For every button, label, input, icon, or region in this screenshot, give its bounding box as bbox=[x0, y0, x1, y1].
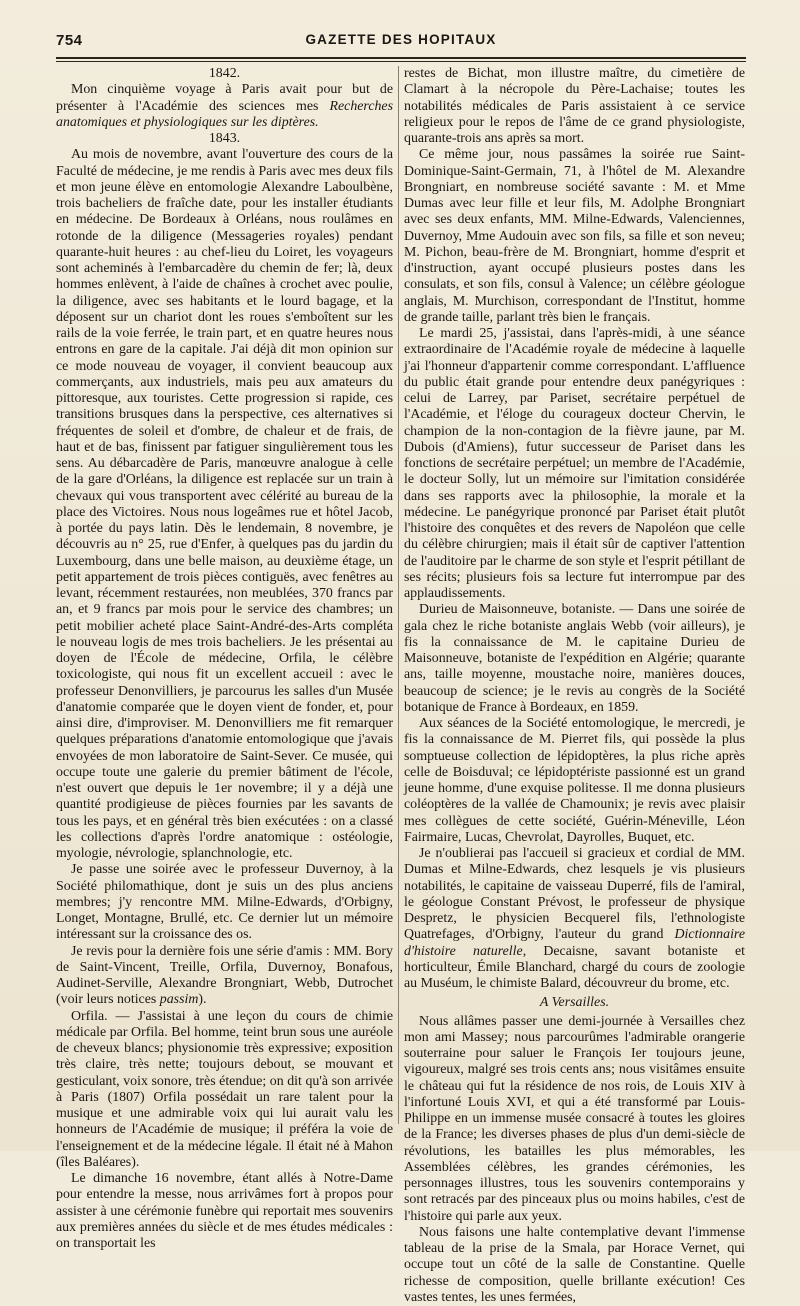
right-column bbox=[404, 66, 745, 1306]
paragraph-text: Le mardi 25, j'assistai, dans l'après-midi, à une séance extraordinaire de l'Académie royale de médecine à laquelle j'ai l'honneur d'appartenir comme correspondant. L'affluence du public était grande pour entendre deux panégyriques : celui de Larrey, par Pariset, secrétaire perpétuel de l'Académie, et l'éloge du courageux docteur Chervin, le champion de la non-contagion de la fièvre jaune, par M. Dubois (d'Amiens), futur successeur de Pariset dans les fonctions de secrétaire perpétuel; un membre de l'Académie, le docteur Solly, lut un mémoire sur l'imitation considérée dans ses rapports avec la philosophie, la morale et la médecine. Le panégyrique prononcé par Pariset était plutôt l'histoire des conquêtes et des revers de Napoléon que celle du célèbre chirurgien; mais il était sûr de captiver l'attention de l'auditoire par le charme de son style et l'esprit pétillant de ses récits; plusieurs fois sa lecture fut interrompue par des applaudissements. bbox=[404, 326, 745, 601]
header-rule bbox=[56, 57, 746, 59]
paragraph bbox=[404, 602, 745, 716]
paragraph-text: Orfila. — J'assistai à une leçon du cours de chimie médicale par Orfila. Bel homme, teint brun sous une auréole de cheveux blancs; physionomie très expressive; exposition très claire, très nette; toujours debout, se mouvant et gesticulant, voix sonore, très étendue; on dit qu'à son arrivée à Paris (1807) Orfila possédait un rare talent pour la musique et une admirable voix qui lui aurait valu les honneurs de l'Académie de musique; il préféra la voie de l'enseignement et de la médecine légale. Il était né à Mahon (îles Baléares). bbox=[56, 1008, 393, 1170]
header-rule-thin bbox=[56, 61, 746, 62]
journal-title: GAZETTE DES HOPITAUX bbox=[305, 32, 497, 47]
paragraph-text: Aux séances de la Société entomologique, le mercredi, je fis la connaissance de M. Pierret fils, qui possède la plus somptueuse collection de lépidoptères, la plus riche après celle de Boisduval; ce lépidoptériste passionné est un grand jeune homme, d'une exquise politesse. Il me donna plusieurs coléoptères de la vallée de Chamounix; je revis avec plaisir mes collègues de cette société, Guérin-Méneville, Léon Fairmaire, Lucas, Chevrolat, Dayrolles, Buquet, etc. bbox=[404, 716, 745, 845]
paragraph bbox=[404, 716, 745, 846]
paragraph-text: Je revis pour la dernière fois une série d'amis : MM. Bory de Saint-Vincent, Treille, Orfila, Duvernoy, Bonafous, Audinet-Serville, Alexandre Brongniart, Webb, Dutrochet (voir leurs notices bbox=[56, 943, 393, 1008]
paragraph bbox=[404, 66, 745, 147]
section-year-heading: 1843. bbox=[208, 131, 241, 146]
paragraph bbox=[404, 1225, 745, 1306]
paragraph bbox=[404, 1014, 745, 1225]
paragraph bbox=[56, 82, 393, 131]
paragraph bbox=[56, 1171, 393, 1252]
section-year-heading: 1842. bbox=[208, 66, 241, 81]
paragraph-text: Au mois de novembre, avant l'ouverture des cours de la Faculté de médecine, je me rendis à Paris avec mes deux fils et mon jeune élève en entomologie Alexandre Laboulbène, trois bacheliers de fraîche date, pour les installer étudiants en médecine. De Bordeaux à Orléans, nous roulâmes en rotonde de la diligence (Messageries royales) pendant quarante-huit heures : au chef-lieu du Loiret, les voyageurs sont acheminés à l'embarcadère du chemin de fer; là, deux hommes enlèvent, à l'aide de chaînes à crochet avec poulie, la diligence, avec ses habitants et le lourd bagage, et la déposent sur un chariot dont les roues s'emboîtent sur les rails de la voie ferrée, le train part, et en quatre heures nous entrons en gare de la capitale. J'ai déjà dit mon opinion sur ce mode nouveau de voyager, il convient beaucoup aux commerçants, aux industriels, mais peu aux amateurs du pittoresque, aux touristes. Cette progression si rapide, ces transitions brusques dans la perspective, ces alternatives si fréquentes de soleil et d'ombre, de chaleur et de frais, de haut et de bas, finissent par fatiguer singulièrement tous les sens. Au débarcadère de Paris, manœuvre analogue à celle de la gare d'Orléans, la diligence est replacée sur un train à chevaux qui vous transportent avec célérité au bureau de la place des Victoires. Nous nous logeâmes rue et hôtel Jacob, à portée du pays latin. Dès le lendemain, 8 novembre, je découvris au n° 25, rue d'Enfer, à quelques pas du jardin du Luxembourg, dans une belle maison, au deuxième étage, un petit appartement de trois pièces contiguës, avec fenêtres au levant, récemment restaurées, non meublées, 370 francs par an, et 9 francs par mois pour le service des chambres; un petit mobilier acheté place Saint-André-des-Arts compléta le nouveau logis de mes trois bacheliers. Je les présentai au doyen de l'École de médecine, Orfila, le célèbre toxicologiste, qui nous fit un excellent accueil : avec le professeur Denonvilliers, je parcourus les salles d'un Musée d'anatomie comparée que le doyen vient de fonder, et, pour ainsi dire, d'improviser. M. Denonvilliers me fit remarquer quelques préparations d'anatomie entomologique que j'avais envoyées de mon laboratoire de Saint-Sever. Ce musée, qui occupe toute une galerie du premier bâtiment de l'école, n'est ouvert que depuis le 1er novembre; il y a déjà une quantité prodigieuse de pièces fournies par les savants de tous les pays, et en général très bien exécutées : on a classé les collections d'après l'ordre anatomique : ostéologie, myologie, névrologie, splanchnologie, etc. bbox=[56, 147, 393, 861]
paragraph bbox=[404, 326, 745, 602]
paragraph-text: ). bbox=[198, 992, 207, 1008]
paragraph-text: Nous faisons une halte contemplative devant l'immense tableau de la prise de la Smala, par Horace Vernet, qui occupe tout un côté de la salle de Constantine. Quelle richesse de composition, quelle brillante exécution! Ces vastes tentes, les unes fermées, bbox=[404, 1224, 745, 1305]
italic-title: Recherches anatomiques et physiologiques sur les diptères. bbox=[56, 98, 393, 130]
paragraph-text: Nous allâmes passer une demi-journée à Versailles chez mon ami Massey; nous parcourûmes l'admirable orangerie souterraine pour saluer le François Ier toujours jeune, vigoureux, malgré ses trois cents ans; nous visitâmes ensuite le château qui fut la résidence de nos rois, de Louis XIV à l'infortuné Louis XVI, et qui a été transformé par Louis-Philippe en un immense musée consacré à toutes les gloires de la France; les diverses phases de plus d'un demi-siècle de révolutions, les batailles les plus mémorables, les Assemblées célèbres, les grandes cérémonies, les personnages illustres, tous les souvenirs contemporains y sont retracés par des pinceaux plus ou moins habiles, c'est de l'histoire qui parle aux yeux. bbox=[404, 1013, 745, 1224]
paragraph-text: , Decaisne, savant botaniste et horticulteur, Émile Blanchard, chargé du cours de zoologie au Muséum, le chimiste Balard, découvreur du brome, etc. bbox=[404, 943, 745, 991]
paragraph-text: Durieu de Maisonneuve, botaniste. — Dans une soirée de gala chez le riche botaniste anglais Webb (voir ailleurs), je fis la connaissance de M. le capitaine Durieu de Maisonneuve, botaniste de l'expédition en Algérie; quarante ans, taille moyenne, moustache noire, manières douces, beaucoup de science; je le revis au congrès de la Société botanique de France à Bordeaux, en 1859. bbox=[404, 602, 745, 715]
paragraph-text: Je n'oublierai pas l'accueil si gracieux et cordial de MM. Dumas et Milne-Edwards, chez lesquels je vis plusieurs notabilités, le capitaine de vaisseau Duperré, fils de l'amiral, le géologue Constant Prévost, le professeur de physique Despretz, le physicien Becquerel fils, l'ethnologiste Quatrefages, d'Orbigny, l'auteur du grand bbox=[404, 846, 745, 943]
italic-title: passim bbox=[159, 992, 199, 1008]
paragraph bbox=[56, 147, 393, 862]
left-column bbox=[56, 66, 393, 1252]
column-divider bbox=[398, 66, 399, 1124]
page-header bbox=[56, 28, 746, 58]
paragraph-text: restes de Bichat, mon illustre maître, du cimetière de Clamart à la nécropole du Père-Lachaise; toutes les notabilités médicales de Paris assistaient à ce service religieux pour le repos de l'âme de ce grand physiologiste, quarante-trois ans après sa mort. bbox=[404, 66, 745, 146]
paragraph-text: Je passe une soirée avec le professeur Duvernoy, à la Société philomathique, dont je suis un des plus anciens membres; j'y rencontre MM. Milne-Edwards, d'Orbigny, Longet, Montagne, Brullé, etc. Ce dernier lut un mémoire intéressant sur la croissance des os. bbox=[56, 862, 393, 943]
paragraph bbox=[56, 944, 393, 1009]
paragraph-text: Le dimanche 16 novembre, étant allés à Notre-Dame pour entendre la messe, nous arrivâmes fort à propos pour assister à une cérémonie funèbre qui reportait mes souvenirs aux premières années du siècle et de mes études médicales : on transportait les bbox=[56, 1171, 393, 1251]
page-number: 754 bbox=[56, 32, 83, 49]
paragraph bbox=[404, 147, 745, 326]
paragraph bbox=[404, 846, 745, 992]
paragraph bbox=[56, 862, 393, 943]
paragraph-text: Mon cinquième voyage à Paris avait pour but de présenter à l'Académie des sciences mes bbox=[56, 82, 393, 114]
paragraph-text: Ce même jour, nous passâmes la soirée rue Saint-Dominique-Saint-Germain, 71, à l'hôtel de M. Alexandre Brongniart, en nombreuse société savante : M. et Mme Dumas avec leur fille et leur fils, M. Adolphe Brongniart avec ses deux enfants, MM. Milne-Edwards, Valenciennes, Duvernoy, Mme Audouin avec son fils, sa fille et son neveu; M. Pichon, beau-frère de M. Brongniart, homme d'esprit et d'instruction, ayant occupé plusieurs postes dans les consulats, et son fils, consul à Valence; un célèbre géologue anglais, M. Murchison, correspondant de l'Institut, homme de grande taille, parlant très bien le français. bbox=[404, 147, 745, 325]
paragraph bbox=[56, 1009, 393, 1172]
italic-title: Dictionnaire d'histoire naturelle bbox=[404, 927, 745, 959]
section-subheading: A Versailles. bbox=[539, 995, 610, 1011]
